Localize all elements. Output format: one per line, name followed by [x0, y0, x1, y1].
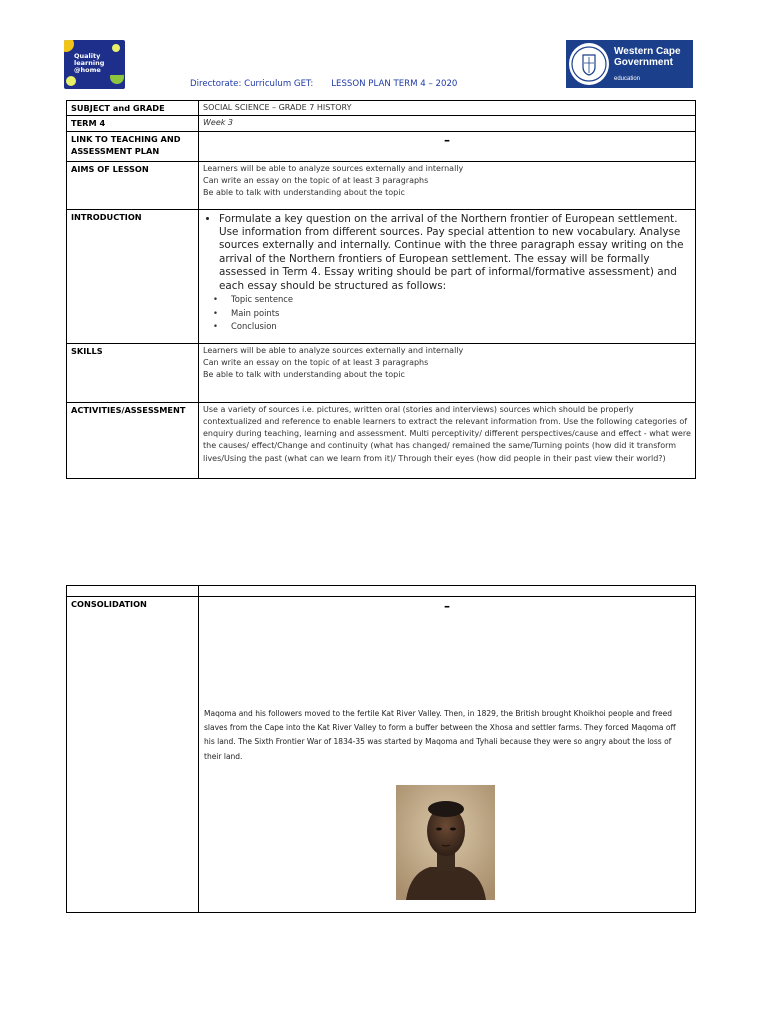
- header-line: [190, 79, 457, 89]
- table-row: [67, 597, 696, 913]
- list-item: • Topic sentence: [219, 293, 691, 307]
- row-value: Use a variety of sources i.e. pictures, written oral (stories and interviews) sources which should be properly contextualized and reference to enable learners to extract the relevant information from. Use the following categories of enquiry during teaching, learning and assessment. Multi perceptivity/ different perspectives/cause and effect - what were the causes/ effect/Change and continuity (what has changed/ remained the same/Turning points (how did it transform lives/Using the past (what can we learn from it)/ Through their eyes (how did people in their past view their world?): [199, 402, 696, 478]
- row-label: AIMS OF LESSON: [67, 161, 199, 209]
- text-line: Can write an essay on the topic of at least 3 paragraphs: [203, 357, 429, 367]
- table-row: [67, 131, 696, 161]
- logo-subtitle: education: [614, 76, 641, 82]
- western-cape-logo: [566, 40, 693, 88]
- skills-list: [199, 343, 696, 402]
- logo-text: Quality learning @home: [72, 52, 125, 75]
- table-row: [67, 343, 696, 402]
- introduction-content: [199, 209, 696, 343]
- row-label: LINK TO TEACHING AND ASSESSMENT PLAN: [67, 131, 199, 161]
- row-label: SKILLS: [67, 343, 199, 402]
- row-label: INTRODUCTION: [67, 209, 199, 343]
- portrait-image: [396, 785, 495, 900]
- row-label: SUBJECT and GRADE: [67, 101, 199, 116]
- crest-icon: [569, 43, 609, 85]
- row-value: –: [199, 131, 696, 161]
- empty-cell: [67, 586, 199, 597]
- table-row: [67, 161, 696, 209]
- list-item: • Conclusion: [219, 320, 691, 334]
- row-value: SOCIAL SCIENCE – GRADE 7 HISTORY: [199, 101, 696, 116]
- logo-dot: [64, 40, 74, 52]
- aims-list: [199, 161, 696, 209]
- list-item: • Formulate a key question on the arrival of the Northern frontier of European settlement. Use information from different sources. Pay special attention to new vocabulary. Analyse sources externally and internally. Continue with the three paragraph essay writing on the arrival of the Northern frontiers of European settlement. The essay will be formally assessed in Term 4. Essay writing should be part of informal/formative assessment) and each essay should be structured as follows:: [219, 213, 691, 293]
- logo-title: Western Cape Government: [614, 46, 681, 68]
- consolidation-text: Maqoma and his followers moved to the fertile Kat River Valley. Then, in 1829, the British brought Khoikhoi people and freed slaves from the Cape into the Kat River Valley to form a buffer between the Xhosa and settler farms. They forced Maqoma off his land. The Sixth Frontier War of 1834-35 was started by Maqoma and Tyhali because they were so angry about the loss of their land.: [204, 709, 676, 761]
- lesson-plan-table: [66, 100, 696, 479]
- quality-learning-logo: [64, 40, 125, 89]
- lesson-plan-title: LESSON PLAN TERM 4 – 2020: [331, 79, 458, 89]
- table-row: [67, 209, 696, 343]
- table-row: [67, 586, 696, 597]
- text-line: Can write an essay on the topic of at least 3 paragraphs: [203, 175, 429, 185]
- row-label: CONSOLIDATION: [67, 597, 199, 913]
- directorate-text: Directorate: Curriculum GET:: [190, 79, 314, 89]
- logo-dot: [66, 76, 76, 86]
- dash-marker: –: [444, 599, 450, 613]
- sub-bullet-list: [203, 293, 691, 334]
- empty-cell: [199, 586, 696, 597]
- table-row: [67, 402, 696, 478]
- table-row: [67, 101, 696, 116]
- logo-dot: [112, 44, 120, 52]
- row-label: ACTIVITIES/ASSESSMENT: [67, 402, 199, 478]
- table-row: [67, 116, 696, 131]
- text-line: Be able to talk with understanding about the topic: [203, 188, 405, 198]
- row-value: Week 3: [199, 116, 696, 131]
- text-line: Learners will be able to analyze sources externally and internally: [203, 345, 464, 355]
- consolidation-table: [66, 585, 696, 913]
- row-label: TERM 4: [67, 116, 199, 131]
- bullet-list: [203, 213, 691, 293]
- text-line: Be able to talk with understanding about the topic: [203, 370, 405, 380]
- list-item: • Main points: [219, 307, 691, 321]
- text-line: Learners will be able to analyze sources externally and internally: [203, 163, 464, 173]
